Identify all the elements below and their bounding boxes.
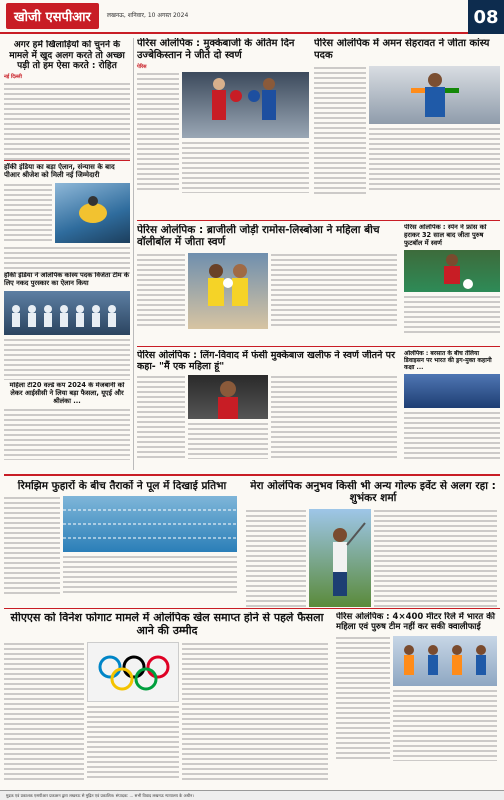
headline: पेरिस ओलंपिक : लिंग-विवाद में फंसी मुक्केबाज खलीफ ने स्वर्ण जीतने पर कहा- "मैं एक महिला हूं" xyxy=(137,350,395,373)
article-body xyxy=(87,705,179,779)
sreejesh-photo xyxy=(55,183,130,243)
article-body xyxy=(4,82,130,162)
article-body xyxy=(374,509,497,607)
footballer-figure xyxy=(404,250,500,292)
article-body xyxy=(4,183,52,243)
rain-photo xyxy=(404,374,500,408)
article-body xyxy=(246,509,306,607)
relay-team-photo xyxy=(393,636,497,686)
article-body xyxy=(4,496,60,594)
brand-logo: खोजी एसपीआर xyxy=(6,3,99,29)
article-body xyxy=(404,411,500,461)
article-body xyxy=(314,66,366,194)
headline: पेरिस ओलंपिक : मुक्केबाजी के अंतिम दिन उज्बेकिस्तान ने जीते दो स्वर्ण xyxy=(137,38,295,61)
footer-imprint: मुद्रक एवं प्रकाशक एसपीआर प्रकाशन द्वारा लखनऊ से मुद्रित एवं प्रकाशित। संपादक: ... सभी विवाद लखनऊ न्यायालय के अधीन। xyxy=(0,790,504,800)
article-body xyxy=(336,636,390,762)
article-body xyxy=(369,127,500,193)
golfer-photo xyxy=(309,509,371,607)
article-body xyxy=(137,253,185,329)
article-vinesh xyxy=(4,612,330,787)
article-body xyxy=(137,375,185,459)
byline: नई दिल्ली xyxy=(4,73,22,80)
article-body xyxy=(4,246,130,276)
boxer-figures xyxy=(182,72,309,138)
football-photo xyxy=(404,250,500,292)
olympic-rings-icon xyxy=(88,643,179,702)
article-body xyxy=(4,408,130,460)
headline: पेरिस ओलंपिक में अमन सेहरावत ने जीता कांस्य पदक xyxy=(314,38,490,61)
headline: मेरा ओलंपिक अनुभव किसी भी अन्य गोल्फ इवेंट से अलग रहा : शुभंकर शर्मा xyxy=(250,480,496,505)
headline: सीएएस को विनेश फोगाट मामले में ओलंपिक खेल समाप्त होने से पहले फैसला आने की उम्मीद xyxy=(10,612,324,637)
article-twenty20 xyxy=(4,382,130,462)
article-boxing-final xyxy=(137,38,309,218)
article-body xyxy=(4,642,84,780)
article-aman xyxy=(314,38,500,218)
article-olympic-rain xyxy=(404,350,500,470)
date-line: लखनऊ, शनिवार, 10 अगस्त 2024 xyxy=(106,12,189,19)
headline: रिमझिम फुहारों के बीच तैराकों ने पूल में दिखाई प्रतिभा xyxy=(17,480,227,492)
headline: पेरिस ओलंपिक : स्पेन ने फ्रांस को हराकर 32 साल बाद जीता पुरुष फुटबॉल में स्वर्ण xyxy=(404,224,487,247)
headline: महिला टी20 वर्ल्ड कप 2024 के मेजबानी को लेकर आईसीसी ने लिया बड़ा फैसला, यूएई और श्रीलंका ... xyxy=(9,382,125,405)
team-figures xyxy=(4,291,130,335)
article-body xyxy=(182,642,328,780)
headline: पेरिस ओलंपिक : ब्राजीली जोड़ी रामोस-लिस्बोआ ने महिला बीच वॉलीबॉल में जीता स्वर्ण xyxy=(137,224,380,249)
article-spain-football xyxy=(404,224,500,342)
article-body xyxy=(4,338,130,380)
article-body xyxy=(404,295,500,333)
aman-photo xyxy=(369,66,500,124)
article-golf xyxy=(246,480,500,605)
wrestler-figure xyxy=(369,66,500,124)
boxers-photo xyxy=(182,72,309,138)
goalkeeper-figure xyxy=(55,183,130,243)
article-body xyxy=(271,375,397,459)
byline: पेरिस xyxy=(137,63,147,70)
boxer-figure xyxy=(188,375,268,419)
article-hockey-welcome xyxy=(4,272,130,377)
headline: हॉकी इंडिया ने ओलंपिक कांस्य पदक विजेता टीम के लिए नकद पुरस्कार का ऐलान किया xyxy=(4,272,129,287)
article-gender-boxer xyxy=(137,350,400,470)
khelif-photo xyxy=(188,375,268,419)
volleyball-photo xyxy=(188,253,268,329)
article-sreejesh xyxy=(4,163,130,268)
page-number: 08 xyxy=(468,0,504,34)
masthead xyxy=(0,0,504,34)
players-figure xyxy=(188,253,268,329)
headline: हॉकी इंडिया का बड़ा ऐलान, संन्यास के बाद पीआर श्रीजेश को मिली नई जिम्मेदारी xyxy=(4,163,115,180)
olympic-rings-photo xyxy=(87,642,179,702)
article-body xyxy=(393,689,497,761)
article-body xyxy=(182,141,309,193)
relay-runners xyxy=(393,636,497,686)
article-brazil-volleyball xyxy=(137,224,400,344)
headline: पेरिस ओलंपिक : 4×400 मीटर रिले में भारत की महिला एवं पुरुष टीम नहीं कर सकी क्वालीफाई xyxy=(336,612,495,633)
article-body xyxy=(63,555,237,593)
headline: अगर हमें खिलाड़ियों को चुनने के मामले में खुद अलग करते तो अच्छा पड़ी तो हम ऐसा करते : रोहित xyxy=(9,40,125,72)
article-relay xyxy=(336,612,500,787)
pool-photo xyxy=(63,496,237,552)
hockey-team-photo xyxy=(4,291,130,335)
article-body xyxy=(188,422,268,459)
golfer-figure xyxy=(309,509,371,607)
pool-lanes xyxy=(63,496,237,552)
article-body xyxy=(137,72,179,192)
article-hockey-players xyxy=(4,40,130,160)
article-body xyxy=(271,253,397,329)
headline: ओलंपिक : बरसात के बीच तेलिया डिवाइसन पर भारत की ड्रग-मुक्त कहानी कक्षा ... xyxy=(404,350,492,372)
article-swimmers xyxy=(4,480,240,605)
